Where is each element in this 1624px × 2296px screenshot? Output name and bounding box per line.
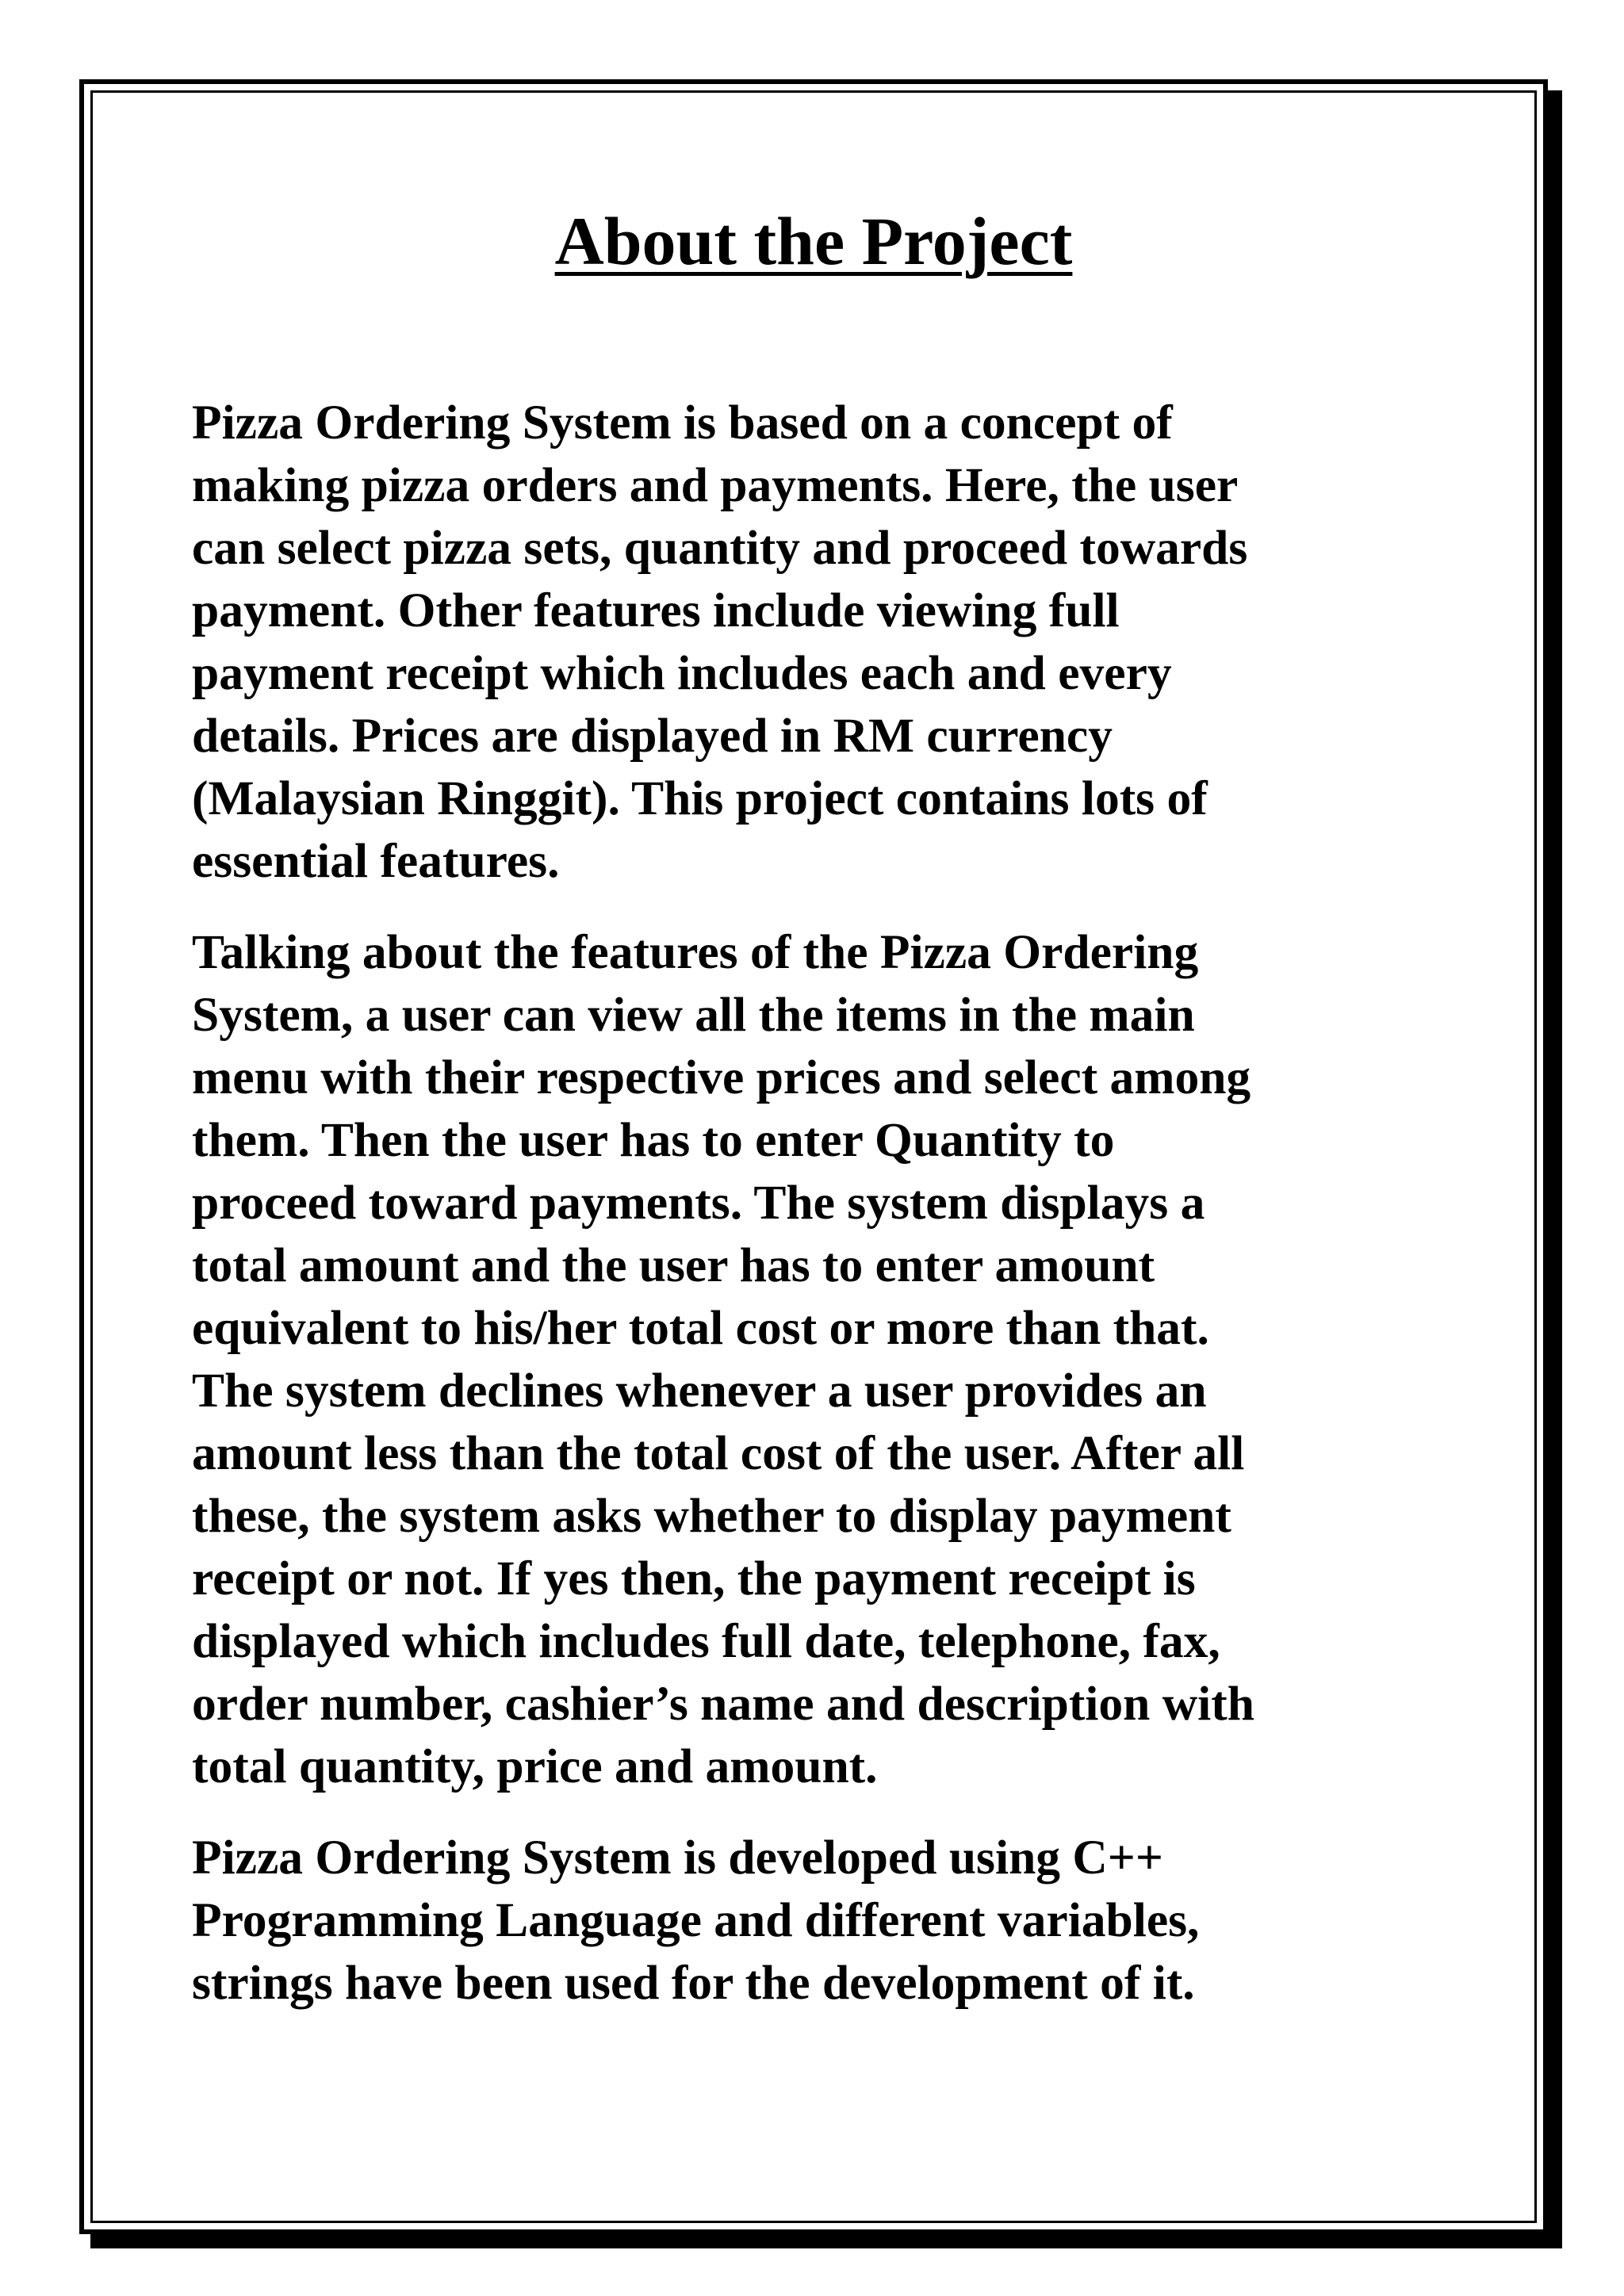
paragraph-line: equivalent to his/her total cost or more than that. <box>192 1301 1209 1355</box>
paragraph-line: Programming Language and different variables, <box>192 1893 1200 1947</box>
paragraph-line: these, the system asks whether to display payment <box>192 1489 1231 1543</box>
page-title: About the Project <box>554 203 1073 279</box>
paragraph-line: total quantity, price and amount. <box>192 1739 878 1793</box>
paragraph-line: Pizza Ordering System is based on a concept of <box>192 396 1173 450</box>
paragraph-1 <box>192 392 1461 893</box>
page-frame <box>79 79 1548 2234</box>
paragraph-2 <box>192 921 1461 1798</box>
paragraph-line: (Malaysian Ringgit). This project contains lots of <box>192 771 1208 825</box>
paragraph-line: Talking about the features of the Pizza Ordering <box>192 925 1199 979</box>
paragraph-line: order number, cashier’s name and description with <box>192 1677 1254 1731</box>
paragraph-line: can select pizza sets, quantity and proceed towards <box>192 521 1248 575</box>
paragraph-3 <box>192 1827 1461 2015</box>
paragraph-line: receipt or not. If yes then, the payment receipt is <box>192 1552 1196 1605</box>
paragraph-line: them. Then the user has to enter Quantity to <box>192 1113 1115 1167</box>
paragraph-line: total amount and the user has to enter amount <box>192 1238 1155 1292</box>
paragraph-line: The system declines whenever a user provides an <box>192 1364 1207 1418</box>
paragraph-line: strings have been used for the development of it. <box>192 1956 1195 2010</box>
paragraph-line: Pizza Ordering System is developed using C++ <box>192 1831 1163 1885</box>
paragraph-line: System, a user can view all the items in the main <box>192 988 1195 1042</box>
paragraph-line: amount less than the total cost of the user. After all <box>192 1426 1245 1480</box>
paragraph-line: essential features. <box>192 834 560 888</box>
paragraph-line: proceed toward payments. The system displays a <box>192 1176 1205 1230</box>
paragraph-line: payment receipt which includes each and every <box>192 646 1172 700</box>
paragraph-line: displayed which includes full date, telephone, fax, <box>192 1614 1220 1668</box>
paragraph-line: payment. Other features include viewing full <box>192 584 1120 637</box>
paragraph-line: details. Prices are displayed in RM currency <box>192 709 1113 763</box>
body-text <box>192 392 1461 2043</box>
paragraph-line: menu with their respective prices and select among <box>192 1050 1251 1104</box>
paragraph-line: making pizza orders and payments. Here, the user <box>192 458 1239 512</box>
